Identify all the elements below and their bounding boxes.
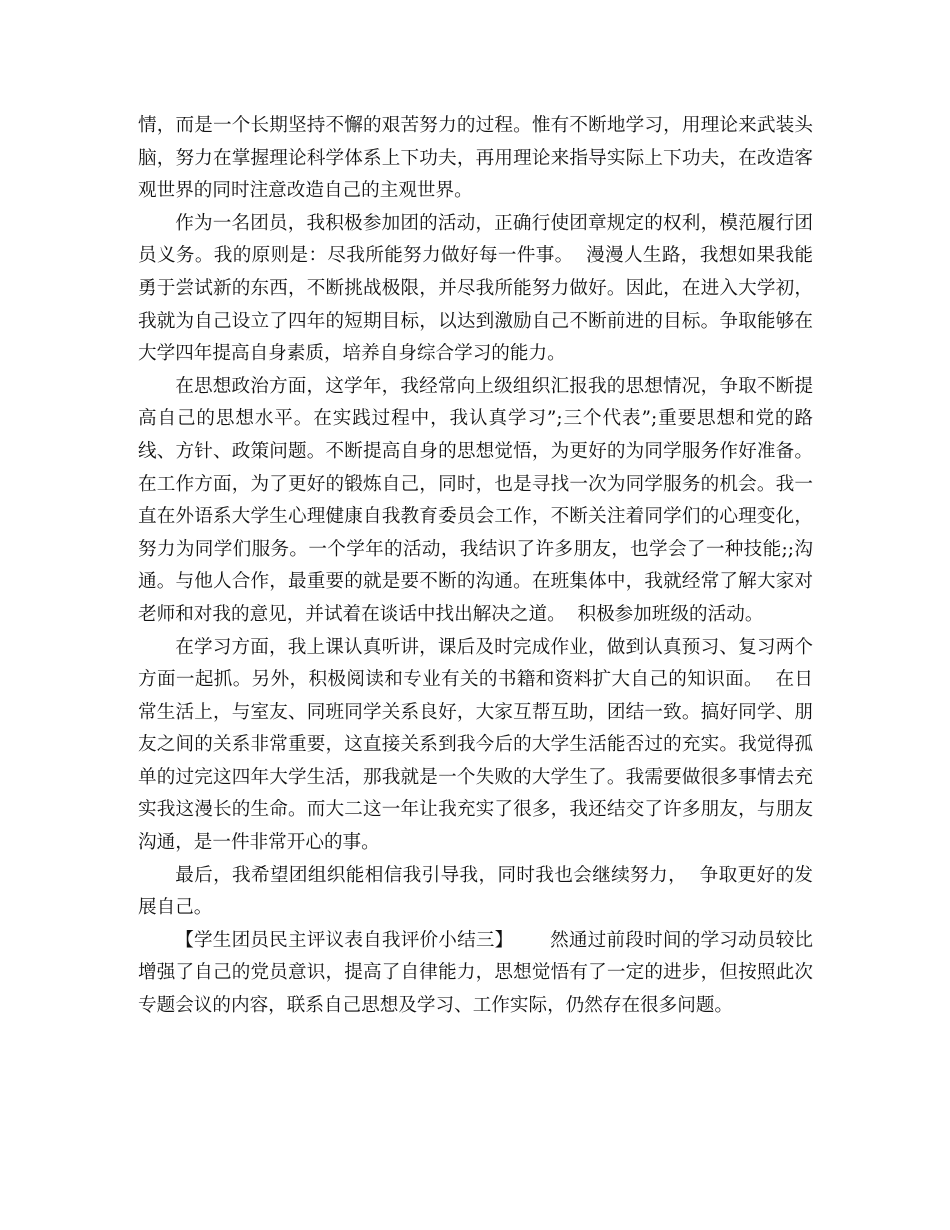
- paragraph-6: 【学生团员民主评议表自我评价小结三】 然通过前段时间的学习动员较比增强了自己的党员意识，提高了自律能力，思想觉悟有了一定的进步，但按照此次专题会议的内容，联系自己思想及学习、工作实际，仍然存在很多问题。: [138, 929, 813, 1017]
- paragraph-1: 情，而是一个长期坚持不懈的艰苦努力的过程。惟有不断地学习，用理论来武装头脑，努力在掌握理论科学体系上下功夫，再用理论来指导实际上下功夫，在改造客观世界的同时注意改造自己的主观世界。: [138, 115, 813, 202]
- document-page: [138, 110, 813, 1023]
- paragraph-3: 在思想政治方面，这学年，我经常向上级组织汇报我的思想情况，争取不断提高自己的思想水平。在实践过程中，我认真学习”;三个代表”;重要思想和党的路线、方针、政策问题。不断提高自身的思想觉悟，为更好的为同学服务作好准备。在工作方面，为了更好的锻炼自己，同时，也是寻找一次为同学服务的机会。我一直在外语系大学生心理健康自我教育委员会工作，不断关注着同学们的心理变化，努力为同学们服务。一个学年的活动，我结识了许多朋友，也学会了一种技能;;沟通。与他人合作，最重要的就是要不断的沟通。在班集体中，我就经常了解大家对老师和对我的意见，并试着在谈话中找出解决之道。 积极参加班级的活动。: [138, 375, 813, 625]
- paragraph-4: 在学习方面，我上课认真听讲，课后及时完成作业，做到认真预习、复习两个方面一起抓。另外，积极阅读和专业有关的书籍和资料扩大自己的知识面。 在日常生活上，与室友、同班同学关系良好，大家互帮互助，团结一致。搞好同学、朋友之间的关系非常重要，这直接关系到我今后的大学生活能否过的充实。我觉得孤单的过完这四年大学生活，那我就是一个失败的大学生了。我需要做很多事情去充实我这漫长的生命。而大二这一年让我充实了很多，我还结交了许多朋友，与朋友沟通，是一件非常开心的事。: [138, 636, 813, 854]
- paragraph-2: 作为一名团员，我积极参加团的活动，正确行使团章规定的权利，模范履行团员义务。我的原则是：尽我所能努力做好每一件事。 漫漫人生路，我想如果我能勇于尝试新的东西，不断挑战极限，并尽我所能努力做好。因此，在进入大学初，我就为自己设立了四年的短期目标，以达到激励自己不断前进的目标。争取能够在大学四年提高自身素质，培养自身综合学习的能力。: [138, 212, 813, 365]
- paragraph-5: 最后，我希望团组织能相信我引导我，同时我也会继续努力， 争取更好的发展自己。: [138, 864, 813, 919]
